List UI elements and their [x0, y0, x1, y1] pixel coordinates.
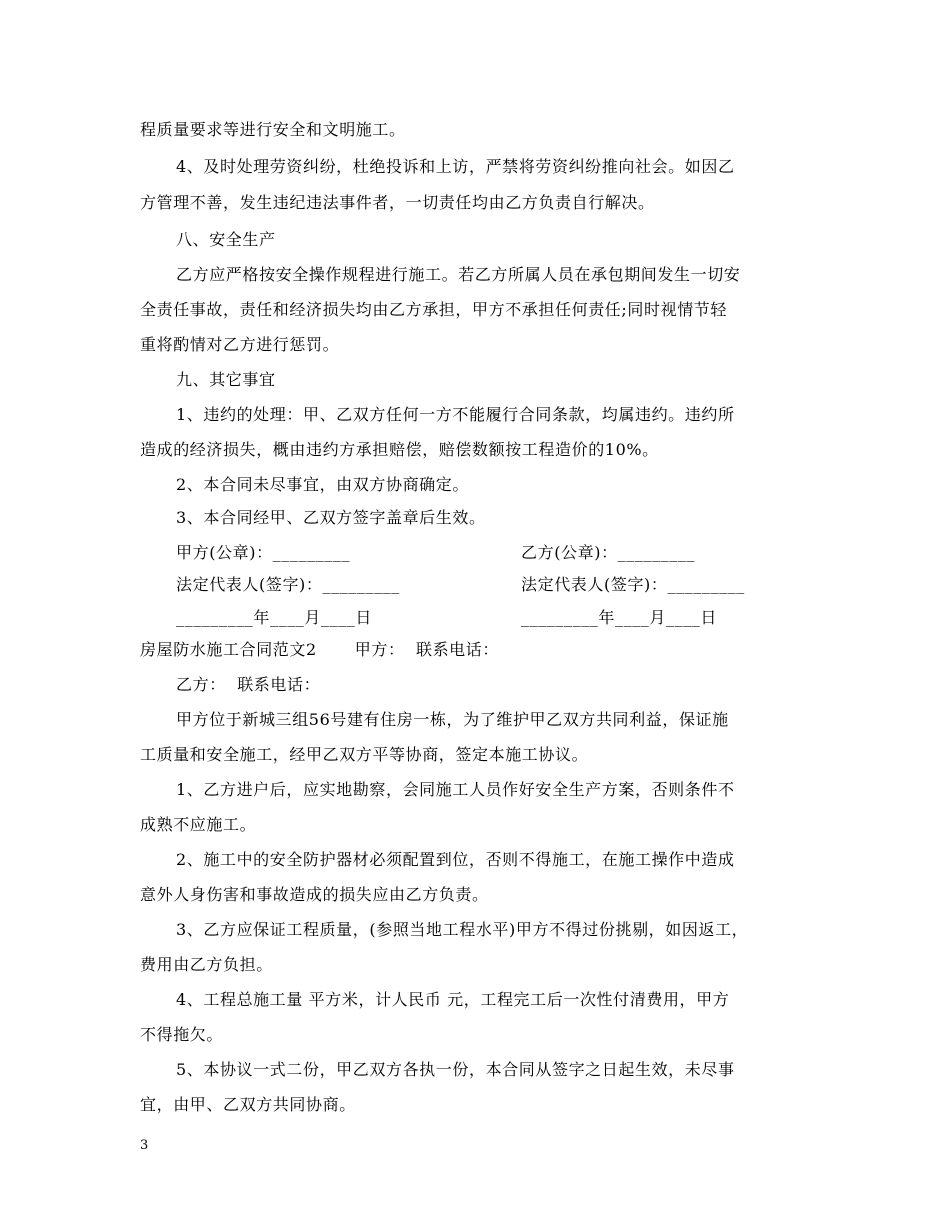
paragraph-line: 3、本合同经甲、乙双方签字盖章后生效。: [176, 508, 486, 527]
paragraph-line: 重将酌情对乙方进行惩罚。: [140, 335, 340, 354]
paragraph-line: 宜，由甲、乙双方共同协商。: [140, 1095, 356, 1114]
paragraph-line: 不得拖欠。: [140, 1025, 224, 1044]
contract2-header: [140, 640, 820, 660]
contract2-title: 房屋防水施工合同范文2: [140, 640, 317, 659]
party-a-seal-field: 甲方(公章)：_________: [176, 543, 351, 562]
party-a-date-field: _________年____月____日: [176, 608, 372, 627]
paragraph-line: 1、乙方进户后，应实地勘察，会同施工人员作好安全生产方案，否则条件不: [176, 780, 735, 799]
contract2-party-b: 乙方：: [176, 675, 226, 694]
paragraph-line: 3、乙方应保证工程质量，(参照当地工程水平)甲方不得过份挑剔，如因返工，: [176, 920, 749, 939]
paragraph-line: 4、工程总施工量 平方米，计人民币 元，工程完工后一次性付清费用，甲方: [176, 990, 730, 1009]
paragraph-line: 工质量和安全施工，经甲乙双方平等协商，签定本施工协议。: [140, 745, 589, 764]
contract2-party-b-phone: 联系电话：: [237, 675, 321, 694]
page-number: 3: [140, 1138, 149, 1153]
party-a-representative-field: 法定代表人(签字)：_________: [176, 575, 400, 594]
paragraph-line: 费用由乙方负担。: [140, 955, 273, 974]
paragraph-line: 意外人身伤害和事故造成的损失应由乙方负责。: [140, 885, 489, 904]
paragraph-line: 4、及时处理劳资纠纷，杜绝投诉和上访，严禁将劳资纠纷推向社会。如因乙: [176, 157, 735, 176]
section-heading: 八、安全生产: [176, 230, 276, 249]
paragraph-line: 全责任事故，责任和经济损失均由乙方承担，甲方不承担任何责任;同时视情节轻: [140, 300, 727, 319]
party-b-date-field: _________年____月____日: [521, 608, 717, 627]
paragraph-line: 方管理不善，发生违纪违法事件者，一切责任均由乙方负责自行解决。: [140, 193, 655, 212]
contract2-party-a-phone: 联系电话：: [415, 640, 499, 659]
paragraph-line: 成熟不应施工。: [140, 815, 257, 834]
paragraph-line: 2、施工中的安全防护器材必须配置到位，否则不得施工，在施工操作中造成: [176, 850, 735, 869]
paragraph-line: 甲方位于新城三组56号建有住房一栋，为了维护甲乙双方共同利益，保证施: [176, 710, 729, 729]
section-heading: 九、其它事宜: [176, 370, 276, 389]
party-b-seal-field: 乙方(公章)：_________: [521, 543, 696, 562]
contract2-party-a: 甲方：: [354, 640, 405, 659]
paragraph-line: 2、本合同未尽事宜，由双方协商确定。: [176, 475, 469, 494]
paragraph-line: 1、违约的处理：甲、乙双方任何一方不能履行合同条款，均属违约。违约所: [176, 405, 735, 424]
contract2-party-b-line: [176, 675, 856, 695]
paragraph-line: 程质量要求等进行安全和文明施工。: [140, 120, 406, 139]
paragraph-line: 造成的经济损失，概由违约方承担赔偿，赔偿数额按工程造价的10%。: [140, 440, 659, 459]
paragraph-line: 乙方应严格按安全操作规程进行施工。若乙方所属人员在承包期间发生一切安: [176, 265, 741, 284]
party-b-representative-field: 法定代表人(签字)：_________: [521, 575, 745, 594]
paragraph-line: 5、本协议一式二份，甲乙双方各执一份，本合同从签字之日起生效，未尽事: [176, 1060, 735, 1079]
